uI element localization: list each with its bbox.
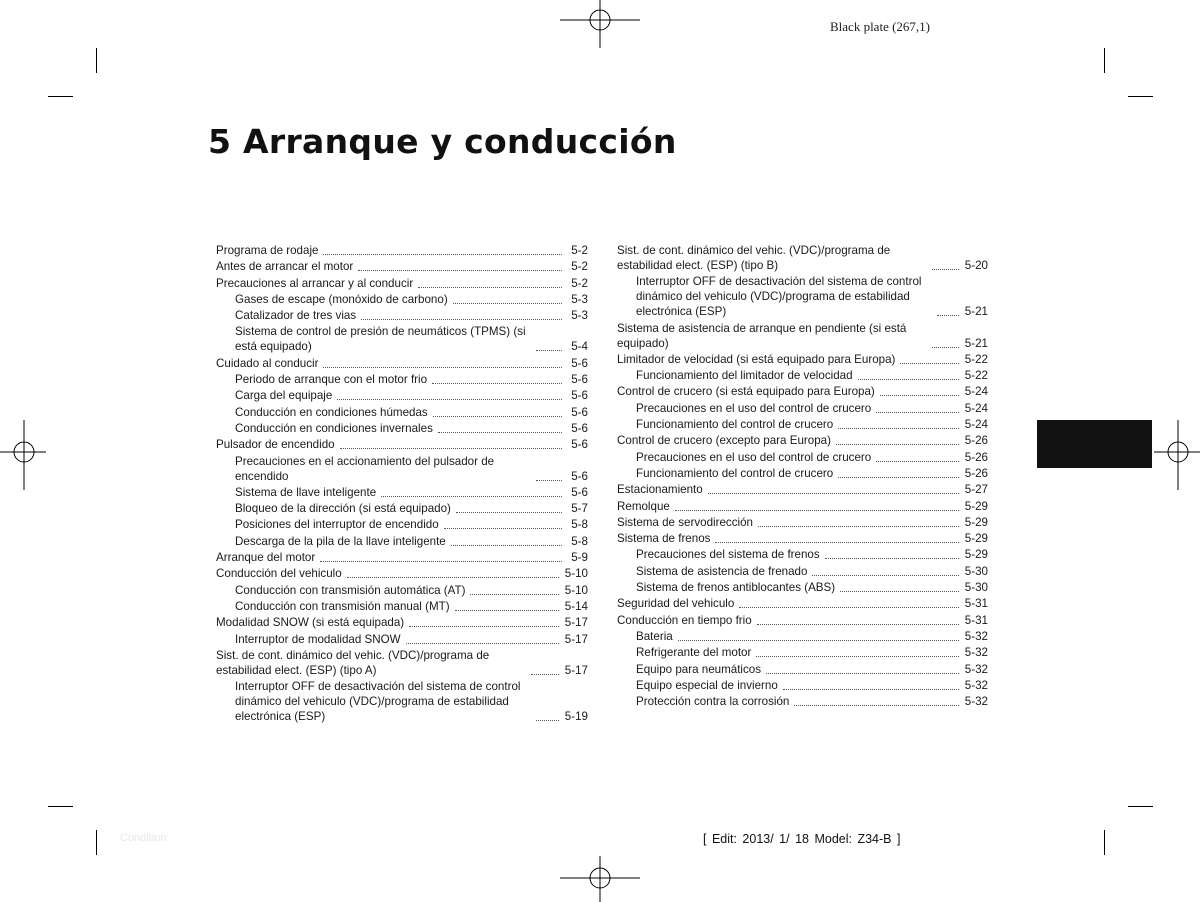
toc-entry-page: 5-32: [964, 662, 988, 676]
dot-leader: [409, 626, 559, 627]
toc-entry-page: 5-24: [964, 401, 988, 415]
toc-entry-title: Carga del equipaje: [235, 389, 333, 403]
toc-entry-page: 5-29: [964, 532, 988, 546]
toc-entry-title: Sistema de llave inteligente: [235, 485, 377, 499]
toc-entry: [617, 243, 988, 273]
toc-entry-title: Sistema de frenos: [617, 532, 711, 546]
dot-leader: [858, 379, 959, 380]
toc-entry: [617, 433, 988, 448]
toc-entry: [216, 324, 588, 354]
toc-entry-title: Equipo para neumáticos: [636, 662, 762, 676]
dot-leader: [531, 674, 559, 675]
toc-entry: [216, 566, 588, 581]
toc-entry: [617, 450, 988, 465]
toc-entry-page: 5-32: [964, 678, 988, 692]
toc-column-left: [216, 243, 588, 725]
dot-leader: [932, 269, 959, 270]
dot-leader: [455, 610, 559, 611]
toc-entry-title: Precauciones en el uso del control de crucero: [636, 450, 872, 464]
toc-entry: [216, 243, 588, 258]
toc-entry-title: Interruptor OFF de desactivación del sistema de control dinámico del vehiculo (VDC)/programa de estabilidad electrónica (ESP): [235, 680, 521, 724]
dot-leader: [536, 720, 559, 721]
toc-entry-page: 5-26: [964, 434, 988, 448]
toc-entry: [617, 417, 988, 432]
dot-leader: [418, 287, 562, 288]
toc-entry-page: 5-4: [571, 340, 588, 354]
toc-entry-title: Funcionamiento del limitador de velocidad: [636, 369, 853, 383]
toc-entry: [617, 401, 988, 416]
toc-entry: [617, 499, 988, 514]
dot-leader: [838, 428, 959, 429]
dot-leader: [937, 315, 959, 316]
toc-entry-title: Sistema de asistencia de frenado: [636, 564, 808, 578]
toc-entry-title: Control de crucero (excepto para Europa): [617, 434, 831, 448]
toc-entry-title: Gases de escape (monóxido de carbono): [235, 292, 448, 306]
toc-entry-page: 5-22: [964, 369, 988, 383]
toc-entry-title: Bloqueo de la dirección (si está equipado): [235, 502, 451, 516]
toc-entry: [617, 466, 988, 481]
toc-entry-page: 5-31: [964, 597, 988, 611]
toc-entry-title: Interruptor OFF de desactivación del sistema de control dinámico del vehiculo (VDC)/programa de estabilidad electrónica (ESP): [636, 275, 922, 319]
toc-entry-title: Sistema de asistencia de arranque en pendiente (si está equipado): [617, 321, 907, 350]
chapter-title: 5 Arranque y conducción: [208, 122, 677, 161]
toc-entry-page: 5-8: [571, 518, 588, 532]
dot-leader: [320, 561, 562, 562]
toc-entry: [216, 485, 588, 500]
dot-leader: [381, 496, 562, 497]
toc-entry-page: 5-3: [571, 309, 588, 323]
toc-entry: [617, 596, 988, 611]
toc-entry-page: 5-6: [571, 485, 588, 499]
toc-entry-title: Programa de rodaje: [216, 244, 319, 257]
toc-entry: [216, 454, 588, 484]
toc-entry: [216, 615, 588, 630]
toc-entry-page: 5-17: [564, 663, 588, 677]
toc-entry-title: Estacionamiento: [617, 483, 703, 497]
dot-leader: [433, 416, 562, 417]
toc-entry-page: 5-26: [964, 466, 988, 480]
dot-leader: [756, 656, 958, 657]
toc-entry-title: Sistema de control de presión de neumáticos (TPMS) (si está equipado): [235, 325, 526, 354]
toc-entry-title: Remolque: [617, 499, 670, 513]
dot-leader: [876, 412, 959, 413]
toc-entry-title: Funcionamiento del control de crucero: [636, 418, 834, 432]
toc-entry: [216, 292, 588, 307]
crop-mark: [1104, 48, 1105, 73]
toc-entry: [617, 368, 988, 383]
toc-entry-page: 5-31: [964, 613, 988, 627]
condition-label: Condition:: [120, 832, 170, 844]
dot-leader: [838, 477, 959, 478]
dot-leader: [453, 303, 562, 304]
toc-entry: [216, 679, 588, 724]
toc-entry-title: Cuidado al conducir: [216, 356, 319, 370]
dot-leader: [880, 395, 959, 396]
registration-mark-icon: [1154, 420, 1200, 490]
dot-leader: [758, 526, 959, 527]
toc-entry: [216, 421, 588, 436]
toc-entry-title: Control de crucero (si está equipado para Europa): [617, 385, 875, 399]
toc-entry-title: Refrigerante del motor: [636, 646, 752, 660]
dot-leader: [812, 575, 958, 576]
toc-entry-page: 5-2: [571, 260, 588, 274]
toc-entry-page: 5-2: [571, 244, 588, 257]
toc-entry-title: Funcionamiento del control de crucero: [636, 466, 834, 480]
toc-entry-page: 5-32: [964, 695, 988, 709]
toc-entry-title: Conducción del vehiculo: [216, 567, 342, 581]
dot-leader: [470, 594, 558, 595]
dot-leader: [451, 545, 562, 546]
toc-entry-page: 5-32: [964, 646, 988, 660]
dot-leader: [932, 347, 959, 348]
toc-entry-title: Pulsador de encendido: [216, 438, 335, 452]
toc-entry-page: 5-6: [571, 405, 588, 419]
dot-leader: [536, 480, 562, 481]
toc-entry-title: Arranque del motor: [216, 551, 316, 565]
toc-entry: [216, 599, 588, 614]
toc-entry: [617, 384, 988, 399]
crop-mark: [1104, 830, 1105, 855]
toc-entry: [617, 352, 988, 367]
toc-entry-title: Periodo de arranque con el motor frio: [235, 373, 428, 387]
toc-column-right: [617, 243, 988, 710]
edit-info: [ Edit: 2013/ 1/ 18 Model: Z34-B ]: [703, 832, 901, 846]
toc-entry: [617, 274, 988, 319]
toc-entry: [617, 321, 988, 351]
toc-entry-page: 5-10: [564, 583, 588, 597]
toc-entry-page: 5-2: [571, 276, 588, 290]
toc-entry: [617, 645, 988, 660]
toc-entry-page: 5-30: [964, 581, 988, 595]
toc-entry-title: Sistema de servodirección: [617, 515, 753, 529]
toc-entry-title: Conducción en condiciones invernales: [235, 421, 433, 435]
dot-leader: [340, 448, 562, 449]
dot-leader: [783, 689, 959, 690]
toc-entry-page: 5-19: [564, 710, 588, 724]
toc-entry: [617, 694, 988, 709]
dot-leader: [456, 512, 562, 513]
toc-entry-title: Antes de arrancar el motor: [216, 260, 354, 274]
toc-entry: [216, 648, 588, 678]
toc-entry-title: Equipo especial de invierno: [636, 678, 778, 692]
toc-entry: [617, 613, 988, 628]
toc-entry-title: Descarga de la pila de la llave inteligente: [235, 534, 446, 548]
toc-entry-title: Precauciones en el accionamiento del pulsador de encendido: [235, 454, 495, 483]
dot-leader: [438, 432, 562, 433]
toc-entry-title: Interruptor de modalidad SNOW: [235, 632, 401, 646]
toc-entry-page: 5-32: [964, 629, 988, 643]
toc-entry: [617, 482, 988, 497]
toc-entry-page: 5-17: [564, 616, 588, 630]
dot-leader: [444, 528, 562, 529]
toc-entry-page: 5-6: [571, 469, 588, 483]
toc-entry-page: 5-6: [571, 373, 588, 387]
toc-entry-title: Precauciones en el uso del control de crucero: [636, 401, 872, 415]
toc-entry: [216, 356, 588, 371]
toc-entry: [617, 662, 988, 677]
dot-leader: [840, 591, 959, 592]
dot-leader: [358, 270, 562, 271]
toc-entry-title: Posiciones del interruptor de encendido: [235, 518, 439, 532]
toc-entry-page: 5-24: [964, 385, 988, 399]
toc-entry: [216, 372, 588, 387]
crop-mark: [96, 48, 97, 73]
toc-entry-title: Precauciones del sistema de frenos: [636, 548, 820, 562]
dot-leader: [708, 493, 959, 494]
toc-entry-page: 5-26: [964, 450, 988, 464]
toc-entry: [617, 678, 988, 693]
crop-mark: [1128, 96, 1153, 97]
toc-entry-title: Conducción con transmisión automática (AT): [235, 583, 466, 597]
toc-entry-page: 5-29: [964, 548, 988, 562]
toc-entry: [216, 583, 588, 598]
toc-entry: [216, 632, 588, 647]
toc-entry-page: 5-9: [571, 551, 588, 565]
plate-label: Black plate (267,1): [830, 19, 930, 34]
toc-entry: [216, 405, 588, 420]
toc-entry-title: Modalidad SNOW (si está equipada): [216, 616, 405, 630]
dot-leader: [825, 558, 959, 559]
dot-leader: [766, 673, 959, 674]
toc-entry-title: Seguridad del vehiculo: [617, 597, 735, 611]
toc-entry: [617, 564, 988, 579]
toc-entry-page: 5-29: [964, 515, 988, 529]
toc-entry: [216, 550, 588, 565]
toc-entry-title: Conducción en tiempo frio: [617, 613, 752, 627]
toc-entry-page: 5-6: [571, 438, 588, 452]
toc-entry-title: Limitador de velocidad (si está equipado para Europa): [617, 352, 896, 366]
dot-leader: [715, 542, 958, 543]
toc-entry-title: Catalizador de tres vias: [235, 309, 357, 323]
dot-leader: [757, 624, 959, 625]
toc-entry: [617, 580, 988, 595]
toc-entry: [617, 629, 988, 644]
registration-mark-icon: [0, 420, 46, 490]
chapter-tab: [1037, 420, 1152, 468]
toc-entry: [216, 501, 588, 516]
toc-entry-page: 5-6: [571, 389, 588, 403]
dot-leader: [794, 705, 958, 706]
dot-leader: [337, 399, 562, 400]
toc-entry-page: 5-21: [964, 336, 988, 350]
crop-mark: [48, 806, 73, 807]
dot-leader: [323, 254, 562, 255]
dot-leader: [678, 640, 959, 641]
toc-entry-page: 5-17: [564, 632, 588, 646]
toc-entry: [216, 534, 588, 549]
toc-entry-page: 5-6: [571, 356, 588, 370]
registration-mark-icon: [560, 0, 640, 48]
dot-leader: [876, 461, 959, 462]
dot-leader: [323, 367, 562, 368]
crop-mark: [48, 96, 73, 97]
dot-leader: [361, 319, 562, 320]
toc-entry-page: 5-6: [571, 421, 588, 435]
toc-entry-page: 5-3: [571, 292, 588, 306]
dot-leader: [900, 363, 958, 364]
toc-entry-page: 5-22: [964, 352, 988, 366]
toc-entry-page: 5-8: [571, 534, 588, 548]
toc-entry-page: 5-21: [964, 305, 988, 319]
registration-mark-icon: [560, 856, 640, 902]
toc-entry: [216, 388, 588, 403]
toc-entry-title: Sist. de cont. dinámico del vehic. (VDC)/programa de estabilidad elect. (ESP) (tipo B): [617, 244, 891, 272]
toc-entry: [216, 276, 588, 291]
toc-entry-page: 5-20: [964, 259, 988, 272]
toc-entry-page: 5-30: [964, 564, 988, 578]
toc-entry-title: Conducción en condiciones húmedas: [235, 405, 428, 419]
toc-entry-title: Conducción con transmisión manual (MT): [235, 599, 450, 613]
dot-leader: [432, 383, 562, 384]
toc-entry-title: Bateria: [636, 629, 673, 643]
toc-entry: [216, 308, 588, 323]
toc-entry-page: 5-10: [564, 567, 588, 581]
toc-entry-title: Protección contra la corrosión: [636, 695, 790, 709]
toc-entry-page: 5-24: [964, 418, 988, 432]
toc-entry: [617, 547, 988, 562]
toc-entry-title: Sist. de cont. dinámico del vehic. (VDC)/programa de estabilidad elect. (ESP) (tipo A): [216, 648, 490, 677]
dot-leader: [406, 643, 559, 644]
toc-entry-page: 5-27: [964, 483, 988, 497]
toc-entry: [216, 437, 588, 452]
toc-entry: [617, 515, 988, 530]
dot-leader: [347, 577, 559, 578]
dot-leader: [836, 444, 959, 445]
crop-mark: [1128, 806, 1153, 807]
toc-entry-page: 5-29: [964, 499, 988, 513]
dot-leader: [739, 607, 958, 608]
toc-entry-page: 5-14: [564, 599, 588, 613]
toc-entry: [216, 259, 588, 274]
crop-mark: [96, 830, 97, 855]
toc-entry-page: 5-7: [571, 502, 588, 516]
dot-leader: [536, 350, 562, 351]
toc-entry: [216, 517, 588, 532]
toc-entry-title: Sistema de frenos antiblocantes (ABS): [636, 581, 836, 595]
toc-entry-title: Precauciones al arrancar y al conducir: [216, 276, 414, 290]
dot-leader: [675, 510, 959, 511]
toc-entry: [617, 531, 988, 546]
